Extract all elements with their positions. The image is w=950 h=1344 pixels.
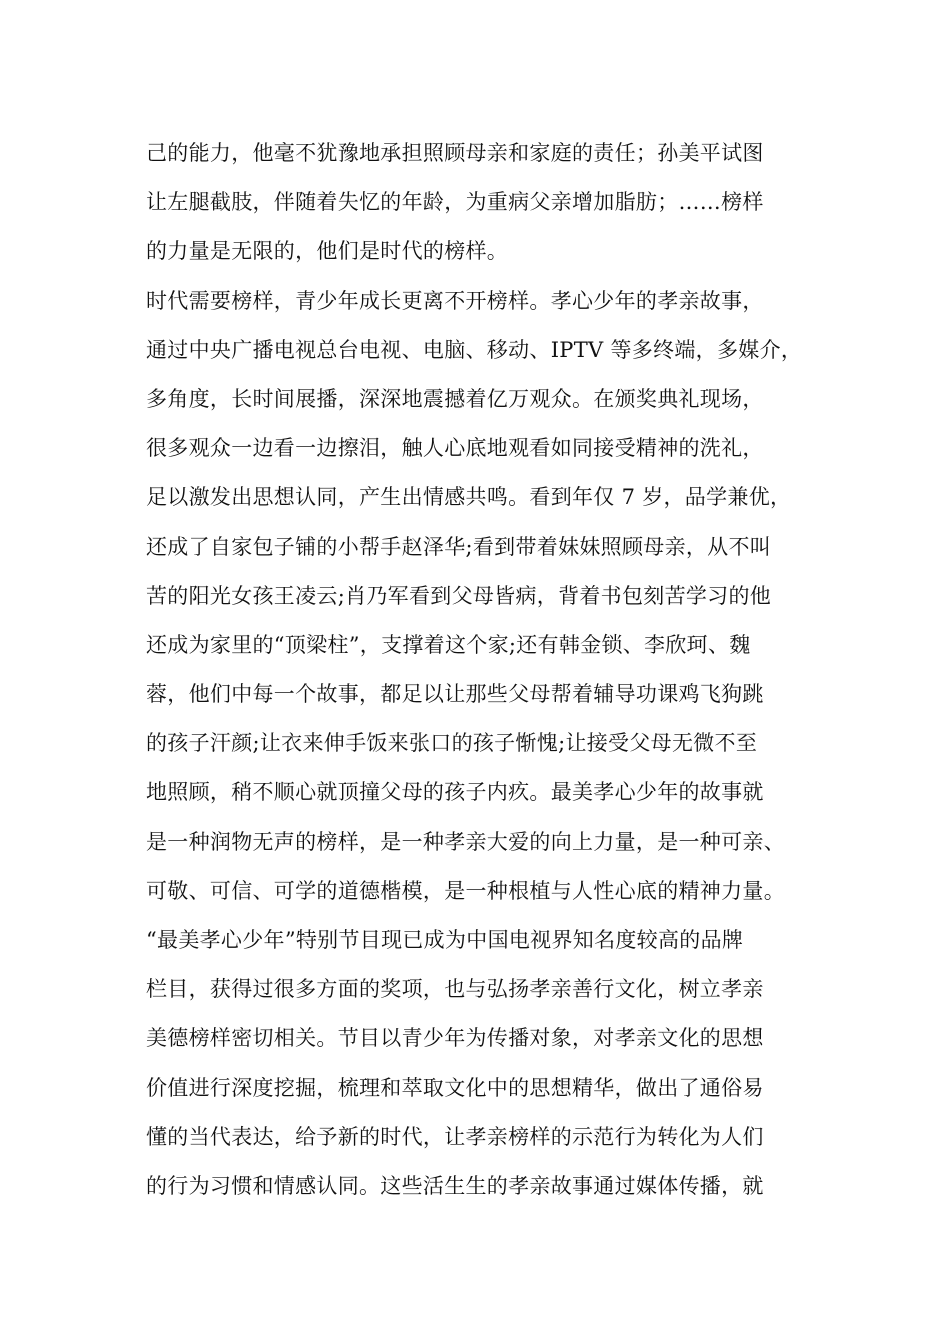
text-line-10: 苦的阳光女孩王凌云;肖乃军看到父母皆病，背着书包刻苦学习的他 [146, 583, 772, 608]
text-line-7: 很多观众一边看一边擦泪，触人心底地观看如同接受精神的洗礼， [146, 436, 764, 461]
text-line-16: 可敬、可信、可学的道德楷模，是一种根植与人性心底的精神力量。 [146, 878, 785, 903]
text-line-12: 蓉，他们中每一个故事，都足以让那些父母帮着辅导功课鸡飞狗跳 [146, 682, 764, 707]
text-line-20: 价值进行深度挖掘，梳理和萃取文化中的思想精华，做出了通俗易 [146, 1075, 764, 1100]
text-line-17: “最美孝心少年”特别节目现已成为中国电视界知名度较高的品牌 [146, 928, 744, 952]
text-line-9: 还成了自家包子铺的小帮手赵泽华;看到带着妹妹照顾母亲，从不叫 [146, 534, 772, 559]
text-line-4: 时代需要榜样，青少年成长更离不开榜样。孝心少年的孝亲故事， [146, 288, 764, 313]
text-line-21: 懂的当代表达，给予新的时代，让孝亲榜样的示范行为转化为人们 [146, 1124, 764, 1149]
text-line-8: 足以激发出思想认同，产生出情感共鸣。看到年仅 7 岁，品学兼优， [146, 485, 792, 510]
text-line-19: 美德榜样密切相关。节目以青少年为传播对象，对孝亲文化的思想 [146, 1026, 764, 1051]
text-line-3: 的力量是无限的，他们是时代的榜样。 [146, 239, 509, 264]
text-line-15: 是一种润物无声的榜样，是一种孝亲大爱的向上力量，是一种可亲、 [146, 829, 785, 854]
text-line-2: 让左腿截肢，伴随着失忆的年龄，为重病父亲增加脂肪；……榜样 [146, 190, 764, 215]
text-line-1: 己的能力，他毫不犹豫地承担照顾母亲和家庭的责任；孙美平试图 [146, 141, 764, 165]
text-line-5: 通过中央广播电视总台电视、电脑、移动、IPTV 等多终端，多媒介， [146, 337, 803, 362]
text-line-18: 栏目，获得过很多方面的奖项，也与弘扬孝亲善行文化，树立孝亲 [146, 977, 764, 1002]
text-line-22: 的行为习惯和情感认同。这些活生生的孝亲故事通过媒体传播，就 [146, 1173, 764, 1198]
text-line-11: 还成为家里的“顶梁柱”，支撑着这个家;还有韩金锁、李欣珂、魏 [146, 632, 751, 657]
text-line-6: 多角度，长时间展播，深深地震撼着亿万观众。在颁奖典礼现场， [146, 386, 764, 411]
body-text [146, 133, 836, 1215]
text-line-14: 地照顾，稍不顺心就顶撞父母的孩子内疚。最美孝心少年的故事就 [146, 780, 764, 805]
text-line-13: 的孩子汗颜;让衣来伸手饭来张口的孩子惭愧;让接受父母无微不至 [146, 731, 758, 756]
